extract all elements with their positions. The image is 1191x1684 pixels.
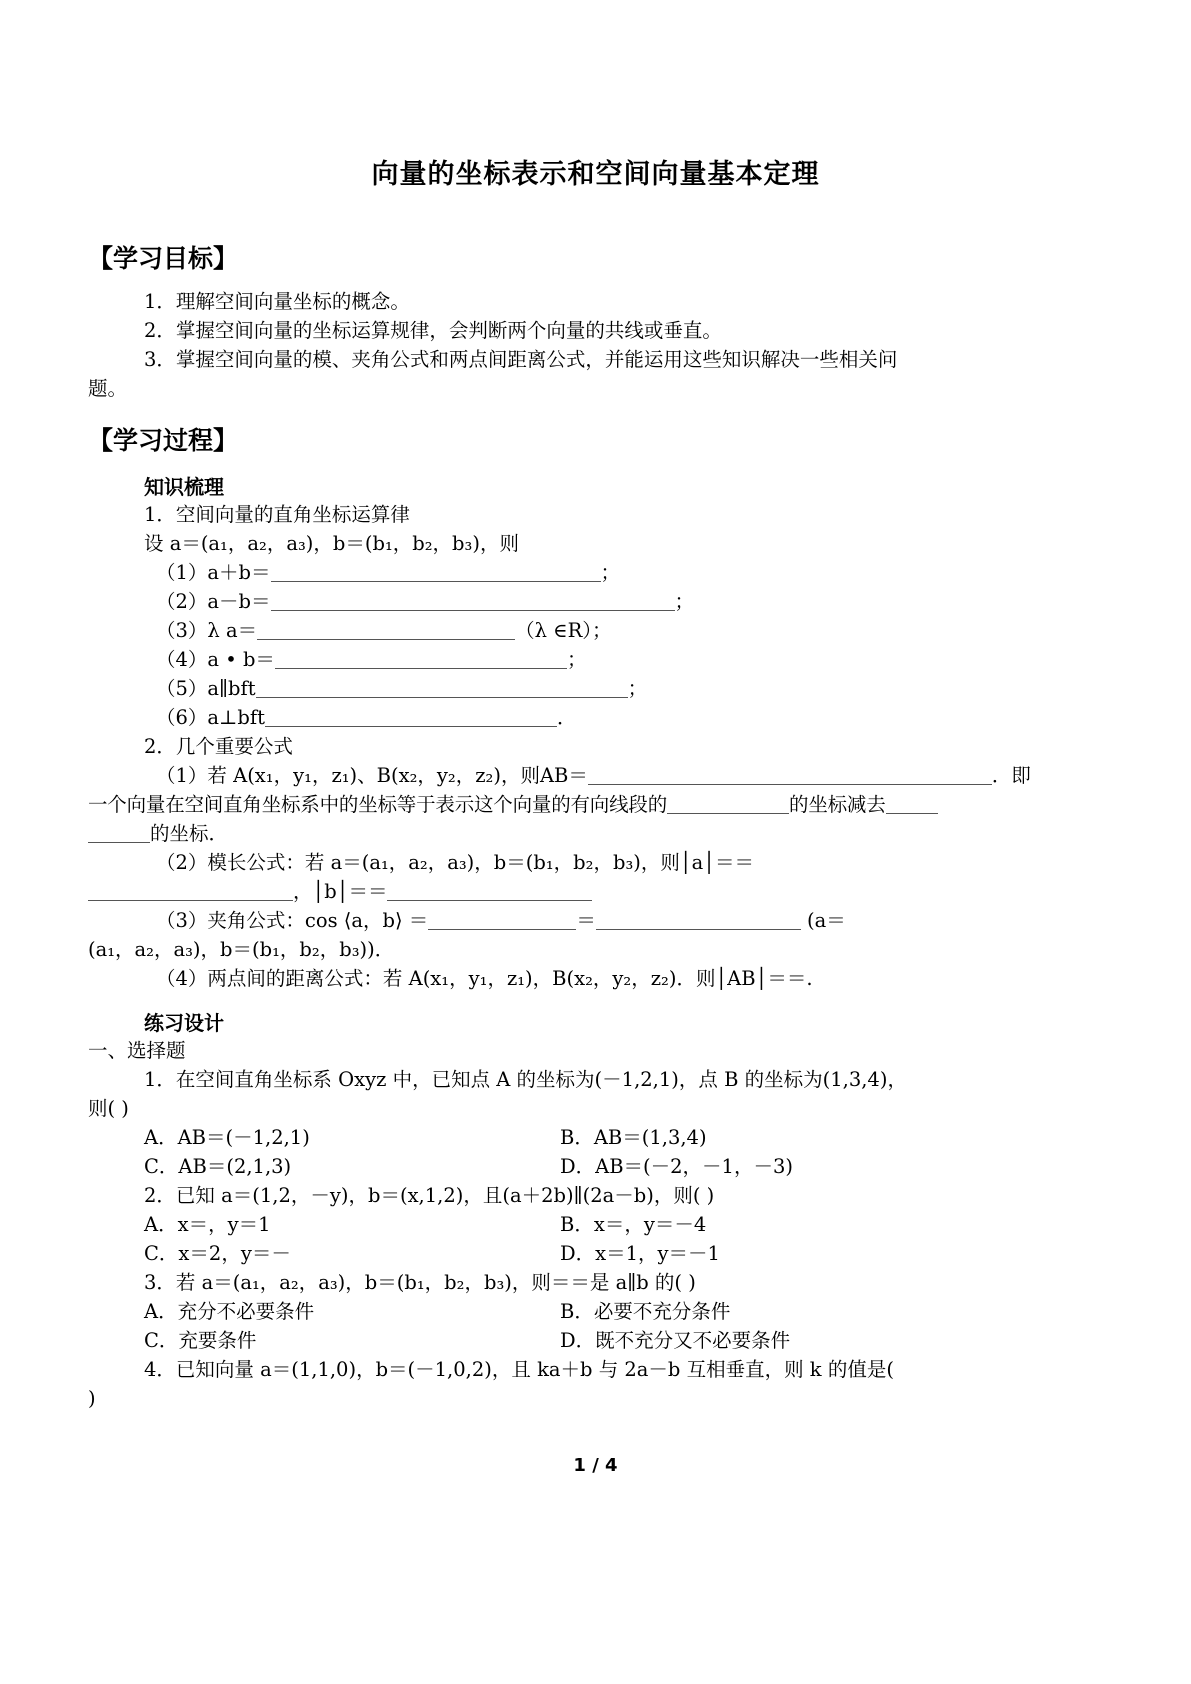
answer-blank[interactable] [271,591,675,611]
rule-label: （6） [156,706,208,729]
question-3-stem: 3．若 a＝(a₁，a₂，a₃)，b＝(b₁，b₂，b₃)，则＝＝是 a∥b 的( ) [144,1271,696,1294]
option-c[interactable]: C．AB＝(2,1,3) [144,1155,292,1178]
option-a[interactable]: A．充分不必要条件 [144,1300,315,1323]
answer-blank[interactable] [265,707,557,727]
section-heading-objectives: 【学习目标】 [88,244,239,273]
answer-blank[interactable] [88,881,293,901]
page-footer: 1 / 4 [573,1455,618,1476]
formula-2-continuation [88,877,1101,906]
option-a[interactable]: A．x＝，y＝1 [144,1213,271,1236]
formula-1-continuation-end [88,819,1101,848]
rule-item-3 [88,616,1101,645]
formula-label: （2） [156,851,208,874]
part2-title: 2．几个重要公式 [144,735,293,758]
document-body [0,191,1191,1413]
question-3-options-row-2 [88,1326,1101,1355]
formula-text: 若 A(x₁，y₁，z₁)、B(x₂，y₂，z₂)，则AB＝ [207,764,588,787]
rule-item-5 [88,674,1101,703]
objective-item-wrap: 题。 [88,377,128,400]
practice-part-label: 一、选择题 [88,1039,186,1062]
answer-blank[interactable] [257,620,515,640]
answer-blank[interactable] [275,649,567,669]
formula-item-2 [88,848,1101,877]
option-a[interactable]: A．AB＝(－1,2,1) [144,1126,310,1149]
option-b[interactable]: B．AB＝(1,3,4) [560,1126,707,1149]
answer-blank[interactable] [588,765,992,785]
formula-item-4 [88,964,1101,993]
rule-item-2 [88,587,1101,616]
option-d[interactable]: D．既不充分又不必要条件 [560,1329,791,1352]
question-2-stem: 2．已知 a＝(1,2，－y)，b＝(x,1,2)，且(a＋2b)∥(2a－b)，则( ) [144,1184,715,1207]
rule-label: （3） [156,619,208,642]
part1-title: 1．空间向量的直角坐标运算律 [144,503,410,526]
rule-label: （5） [156,677,208,700]
formula-text: 夹角公式：cos ⟨a，b⟩ ＝ [207,909,429,932]
objectives-list [88,275,1101,403]
continuation-text: 一个向量在空间直角坐标系中的坐标等于表示这个向量的有向线段的 [88,793,668,816]
rule-expression: a⊥bft [207,706,265,729]
question-4-stem-wrap: ) [88,1387,96,1410]
question-2-options-row-1 [88,1210,1101,1239]
rule-tail: ； [627,677,648,700]
formula-mid: ＝ [576,909,596,932]
answer-blank[interactable] [428,910,576,930]
option-c[interactable]: C．x＝2，y＝－ [144,1242,291,1265]
rule-expression: a＋b＝ [207,561,271,584]
rule-item-6 [88,703,1101,732]
answer-blank[interactable] [256,678,628,698]
formula-tail: (a＝ [807,909,846,932]
answer-blank[interactable] [387,881,592,901]
page-title: 向量的坐标表示和空间向量基本定理 [371,159,820,190]
rule-expression: a • b＝ [207,648,275,671]
answer-blank[interactable] [886,794,938,814]
formula-label: （1） [156,764,208,787]
subheading-knowledge-review: 知识梳理 [144,475,224,499]
rule-tail: ； [566,648,587,671]
rule-item-1 [88,558,1101,587]
formula-tail: ．即 [991,764,1031,787]
rule-label: （1） [156,561,208,584]
objective-item: 3．掌握空间向量的模、夹角公式和两点间距离公式，并能运用这些知识解决一些相关问 [144,348,898,371]
rule-item-4 [88,645,1101,674]
continuation-text: 的坐标． [150,822,229,845]
rule-tail: ； [600,561,621,584]
rule-tail: ； [674,590,695,613]
answer-blank[interactable] [88,823,150,843]
formula-label: （3） [156,909,208,932]
question-3-options-row-1 [88,1297,1101,1326]
question-1-stem-wrap: 则( ) [88,1097,129,1120]
rule-expression: a∥bft [207,677,256,700]
continuation-text: ，│b│＝＝ [293,880,388,903]
formula-text: 模长公式：若 a＝(a₁，a₂，a₃)，b＝(b₁，b₂，b₃)，则│a│＝＝ [207,851,754,874]
option-d[interactable]: D．AB＝(－2，－1，－3) [560,1155,793,1178]
formula-text: 两点间的距离公式：若 A(x₁，y₁，z₁)，B(x₂，y₂，z₂)．则│AB│＝＝. [207,967,813,990]
subheading-practice-design: 练习设计 [144,1011,224,1035]
formula-1-continuation [88,790,1101,819]
section-heading-process: 【学习过程】 [88,426,239,455]
formula-item-1 [88,761,1101,790]
question-4-stem: 4．已知向量 a＝(1,1,0)，b＝(－1,0,2)，且 ka＋b 与 2a－b 互相垂直，则 k 的值是( [144,1358,894,1381]
question-1-options-row-1 [88,1123,1101,1152]
vector-setup-line: 设 a＝(a₁，a₂，a₃)，b＝(b₁，b₂，b₃)，则 [144,532,519,555]
continuation-text: 的坐标减去 [789,793,886,816]
formula-label: （4） [156,967,208,990]
rule-expression: λ a＝ [207,619,258,642]
question-2-options-row-2 [88,1239,1101,1268]
option-b[interactable]: B．必要不充分条件 [560,1300,731,1323]
option-d[interactable]: D．x＝1，y＝－1 [560,1242,720,1265]
rule-expression: a－b＝ [207,590,271,613]
answer-blank[interactable] [667,794,789,814]
objective-item: 2．掌握空间向量的坐标运算规律，会判断两个向量的共线或垂直。 [144,319,722,342]
option-c[interactable]: C．充要条件 [144,1329,257,1352]
rule-label: （2） [156,590,208,613]
rule-tail: ． [556,706,577,729]
objective-item: 1．理解空间向量坐标的概念。 [144,290,410,313]
formula-3-continuation: (a₁，a₂，a₃)，b＝(b₁，b₂，b₃))． [88,938,395,961]
option-b[interactable]: B．x＝，y＝－4 [560,1213,707,1236]
question-1-options-row-2 [88,1152,1101,1181]
question-1-stem: 1．在空间直角坐标系 Oxyz 中，已知点 A 的坐标为(－1,2,1)，点 B 的坐标为(1,3,4)， [144,1068,907,1091]
answer-blank[interactable] [596,910,801,930]
formula-item-3 [88,906,1101,935]
answer-blank[interactable] [271,562,601,582]
rule-label: （4） [156,648,208,671]
rule-tail: （λ ∈R）； [515,619,612,642]
